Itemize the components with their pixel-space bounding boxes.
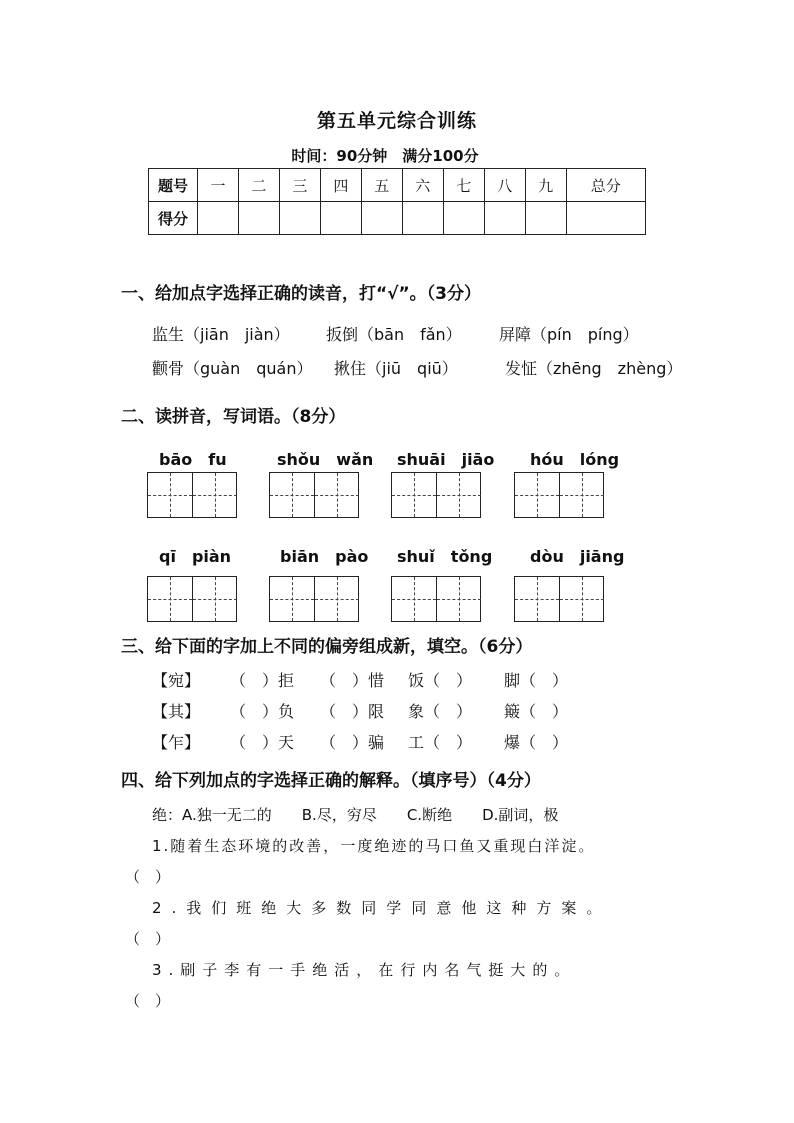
fill-blank[interactable]: 象（ ） xyxy=(408,702,473,721)
pinyin-label: hóu lóng xyxy=(530,450,620,469)
pinyin-label: shuǐ tǒng xyxy=(397,547,493,566)
fill-blank[interactable]: 脚（ ） xyxy=(504,671,569,690)
score-cell: 六 xyxy=(402,169,443,202)
fill-blank[interactable]: （ ）惜 xyxy=(320,671,385,690)
score-cell: 题号 xyxy=(149,169,198,202)
radical-key: 【其】 xyxy=(152,702,201,721)
pronunciation-item: 屏障（pín píng） xyxy=(499,325,639,344)
score-cell: 九 xyxy=(525,169,566,202)
score-table xyxy=(148,168,646,235)
pinyin-label: dòu jiāng xyxy=(530,547,625,566)
pinyin-label: qī piàn xyxy=(159,547,232,566)
question-2: 2.我们班绝大多数同学同意他这种方案。 xyxy=(152,899,612,917)
score-blank[interactable] xyxy=(238,202,279,235)
pinyin-label: shuāi jiāo xyxy=(397,450,495,469)
fill-blank[interactable]: （ ）天 xyxy=(230,733,295,752)
writing-grid[interactable] xyxy=(391,472,481,518)
score-blank[interactable] xyxy=(566,202,645,235)
section4-heading: 四、给下列加点的字选择正确的解释。（填序号）（4分） xyxy=(121,771,541,791)
score-table-score-row xyxy=(149,202,646,235)
score-cell: 五 xyxy=(361,169,402,202)
fill-blank[interactable]: （ ）限 xyxy=(320,702,385,721)
fill-blank[interactable]: 饭（ ） xyxy=(408,671,473,690)
score-cell: 四 xyxy=(320,169,361,202)
score-table-header-row xyxy=(149,169,646,202)
fill-blank[interactable]: 簸（ ） xyxy=(504,702,569,721)
answer-blank-1[interactable]: （ ） xyxy=(125,868,171,886)
pronunciation-item: 颧骨（guàn quán） xyxy=(152,359,313,378)
fill-blank[interactable]: （ ）骗 xyxy=(320,733,385,752)
score-cell: 得分 xyxy=(149,202,198,235)
writing-grid[interactable] xyxy=(514,576,604,622)
score-cell: 总分 xyxy=(566,169,645,202)
writing-grid[interactable] xyxy=(147,576,237,622)
score-blank[interactable] xyxy=(525,202,566,235)
pronunciation-item: 扳倒（bān fǎn） xyxy=(326,325,462,344)
writing-grid[interactable] xyxy=(269,472,359,518)
radical-key: 【乍】 xyxy=(152,733,201,752)
definition-options: 绝：A.独一无二的 B.尽，穷尽 C.断绝 D.副词，极 xyxy=(152,806,559,824)
writing-grid[interactable] xyxy=(391,576,481,622)
writing-grid[interactable] xyxy=(147,472,237,518)
pronunciation-item: 揪住（jiū qiū） xyxy=(334,359,458,378)
fill-blank[interactable]: （ ）拒 xyxy=(230,671,295,690)
pronunciation-item: 监生（jiān jiàn） xyxy=(152,325,290,344)
score-blank[interactable] xyxy=(443,202,484,235)
page-title: 第五单元综合训练 xyxy=(316,110,477,132)
writing-grid[interactable] xyxy=(514,472,604,518)
fill-blank[interactable]: （ ）负 xyxy=(230,702,295,721)
exam-info: 时间：90分钟 满分100分 xyxy=(291,147,479,165)
score-blank[interactable] xyxy=(279,202,320,235)
score-blank[interactable] xyxy=(320,202,361,235)
question-1: 1.随着生态环境的改善，一度绝迹的马口鱼又重现白洋淀。 xyxy=(152,837,596,855)
score-blank[interactable] xyxy=(484,202,525,235)
score-blank[interactable] xyxy=(198,202,239,235)
pronunciation-item: 发怔（zhēng zhèng） xyxy=(505,359,683,378)
pinyin-label: bāo fu xyxy=(159,450,227,469)
score-cell: 二 xyxy=(238,169,279,202)
section3-heading: 三、给下面的字加上不同的偏旁组成新，填空。（6分） xyxy=(121,637,533,657)
fill-blank[interactable]: 爆（ ） xyxy=(504,733,569,752)
radical-key: 【宛】 xyxy=(152,671,201,690)
section2-heading: 二、读拼音，写词语。（8分） xyxy=(121,407,346,427)
score-cell: 一 xyxy=(198,169,239,202)
score-cell: 七 xyxy=(443,169,484,202)
answer-blank-2[interactable]: （ ） xyxy=(125,930,171,948)
writing-grid[interactable] xyxy=(269,576,359,622)
pinyin-label: biān pào xyxy=(280,547,369,566)
question-3: 3.刷子李有一手绝活，在行内名气挺大的。 xyxy=(152,961,577,979)
pinyin-label: shǒu wǎn xyxy=(277,450,374,469)
answer-blank-3[interactable]: （ ） xyxy=(125,992,171,1010)
score-blank[interactable] xyxy=(402,202,443,235)
score-cell: 三 xyxy=(279,169,320,202)
score-blank[interactable] xyxy=(361,202,402,235)
score-cell: 八 xyxy=(484,169,525,202)
fill-blank[interactable]: 工（ ） xyxy=(408,733,473,752)
section1-heading: 一、给加点字选择正确的读音，打“√”。（3分） xyxy=(121,284,482,304)
